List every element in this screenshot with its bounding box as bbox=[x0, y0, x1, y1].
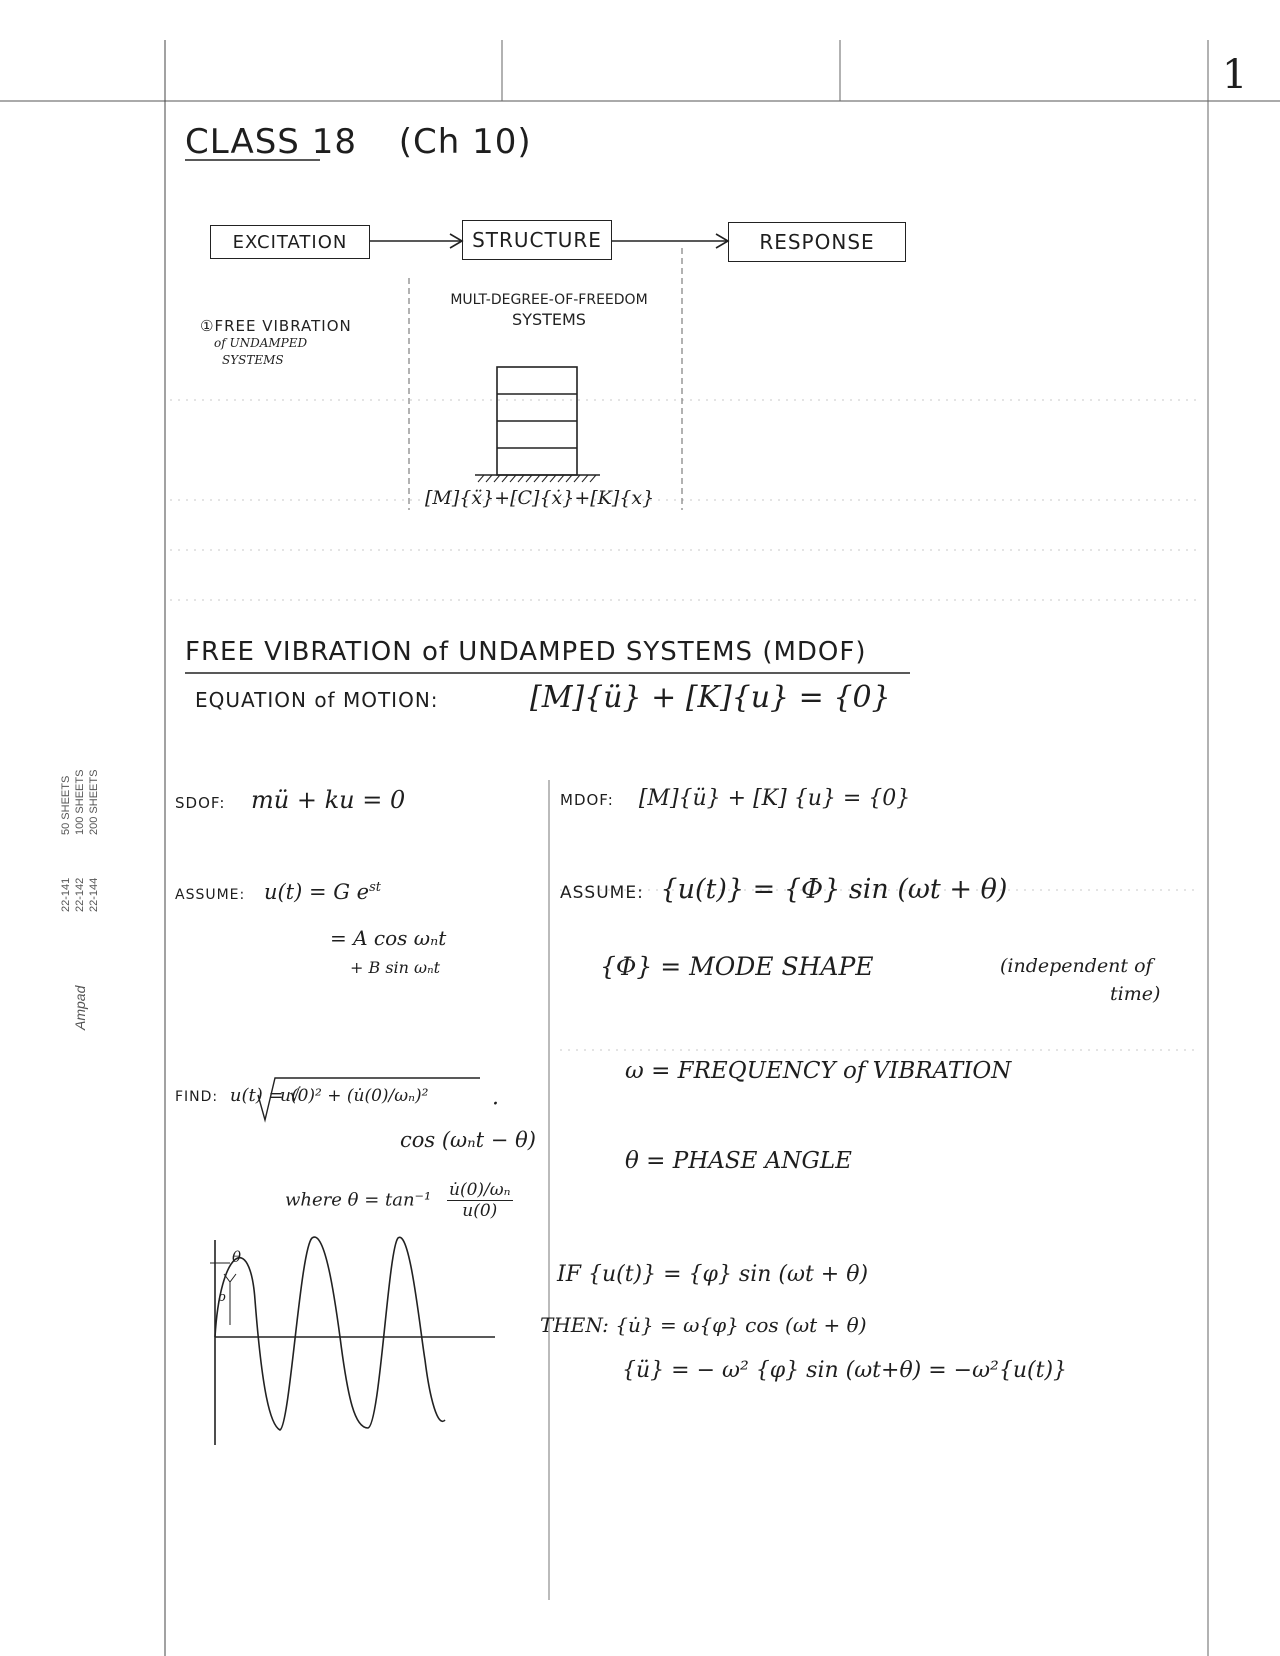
mdof-caption-line-2: SYSTEMS bbox=[512, 310, 586, 329]
sdof-theta-numerator: u̇(0)/ωₙ bbox=[449, 1180, 511, 1200]
sdof-equation-row bbox=[175, 786, 405, 814]
sdof-theta-denominator: u(0) bbox=[462, 1201, 498, 1221]
mdof-accel-line: {ü} = − ω² {φ} sin (ωt+θ) = −ω²{u(t)} bbox=[622, 1358, 1068, 1383]
note-line-3: SYSTEMS bbox=[222, 353, 284, 367]
mdof-phi-note: (independent of bbox=[1000, 955, 1153, 977]
sdof-find-lhs: u(t) = √ bbox=[229, 1085, 301, 1106]
sdof-theta-fraction bbox=[447, 1180, 513, 1221]
pad-catalog-2: 22-142 bbox=[74, 877, 86, 912]
section-heading: FREE VIBRATION of UNDAMPED SYSTEMS (MDOF) bbox=[185, 637, 867, 667]
plot-theta-label: θ bbox=[232, 1248, 242, 1266]
sdof-assume-exponent: st bbox=[369, 880, 382, 895]
page-number: 1 bbox=[1222, 52, 1248, 98]
pad-sheets-2: 100 SHEETS bbox=[74, 769, 86, 835]
response-box: RESPONSE bbox=[728, 222, 906, 262]
mdof-phi-line: {Φ} = MODE SHAPE bbox=[600, 952, 874, 981]
eom-label: EQUATION of MOTION: bbox=[195, 688, 439, 712]
pad-sheets-3: 200 SHEETS bbox=[88, 769, 100, 835]
plot-rho-label: ρ bbox=[218, 1290, 226, 1305]
mdof-phi-note-2: time) bbox=[1110, 983, 1161, 1005]
sdof-find-dot: · bbox=[492, 1092, 499, 1117]
sdof-assume-label: ASSUME: bbox=[175, 887, 246, 903]
sdof-assume-line2: = A cos ωₙt bbox=[330, 926, 447, 950]
shear-building-icon bbox=[475, 367, 600, 482]
eom-equation: [M]{ü} + [K]{u} = {0} bbox=[530, 680, 891, 715]
excitation-box: EXCITATION bbox=[210, 225, 370, 259]
pad-catalog-1: 22-141 bbox=[60, 877, 72, 912]
pad-label bbox=[58, 650, 118, 1030]
title-chapter: (Ch 10) bbox=[398, 122, 532, 162]
sdof-assume-line1: u(t) = G e bbox=[263, 880, 370, 904]
mdof-equation: [M]{ü} + [K] {u} = {0} bbox=[638, 786, 911, 811]
note-line-2: of UNDAMPED bbox=[214, 336, 308, 350]
mdof-assume-label: ASSUME: bbox=[560, 883, 644, 903]
sdof-label: SDOF: bbox=[175, 794, 226, 812]
sdof-equation: mü + ku = 0 bbox=[251, 786, 406, 814]
title-text: CLASS 18 bbox=[185, 122, 357, 162]
sdof-where: where θ = tan⁻¹ bbox=[285, 1189, 432, 1211]
mdof-omega-line: ω = FREQUENCY of VIBRATION bbox=[625, 1058, 1012, 1084]
mdof-assume: {u(t)} = {Φ} sin (ωt + θ) bbox=[660, 874, 1008, 905]
free-vibration-note bbox=[200, 318, 352, 369]
note-line-1: ①FREE VIBRATION bbox=[200, 317, 352, 335]
mdof-assume-row bbox=[560, 874, 1007, 905]
sdof-assume-row bbox=[175, 880, 381, 904]
mdof-caption bbox=[418, 290, 680, 330]
mdof-theta-line: θ = PHASE ANGLE bbox=[625, 1148, 852, 1174]
pad-catalog-3: 22-144 bbox=[88, 877, 100, 912]
sdof-assume-line3: + B sin ωₙt bbox=[350, 958, 441, 977]
sdof-vibration-plot bbox=[210, 1237, 495, 1445]
structure-box: STRUCTURE bbox=[462, 220, 612, 260]
mdof-caption-line-1: MULT-DEGREE-OF-FREEDOM bbox=[450, 292, 648, 308]
sdof-find-cos: cos (ωₙt − θ) bbox=[400, 1128, 536, 1152]
sdof-find-radicand: u(0)² + (u̇(0)/ωₙ)² bbox=[280, 1086, 429, 1106]
sdof-find-label: FIND: bbox=[175, 1089, 219, 1105]
mdof-then-line: THEN: {u̇} = ω{φ} cos (ωt + θ) bbox=[540, 1313, 867, 1337]
page-title bbox=[185, 122, 532, 162]
pad-brand-logo: Ampad bbox=[72, 985, 88, 1030]
pad-sheets-1: 50 SHEETS bbox=[60, 775, 72, 835]
mdof-structure-equation: [M]{ẍ}+[C]{ẋ}+[K]{x} bbox=[425, 487, 655, 509]
mdof-equation-row bbox=[560, 786, 910, 811]
mdof-if-line: IF {u(t)} = {φ} sin (ωt + θ) bbox=[557, 1262, 869, 1287]
mdof-label: MDOF: bbox=[560, 791, 614, 809]
sdof-where-row bbox=[285, 1180, 513, 1221]
